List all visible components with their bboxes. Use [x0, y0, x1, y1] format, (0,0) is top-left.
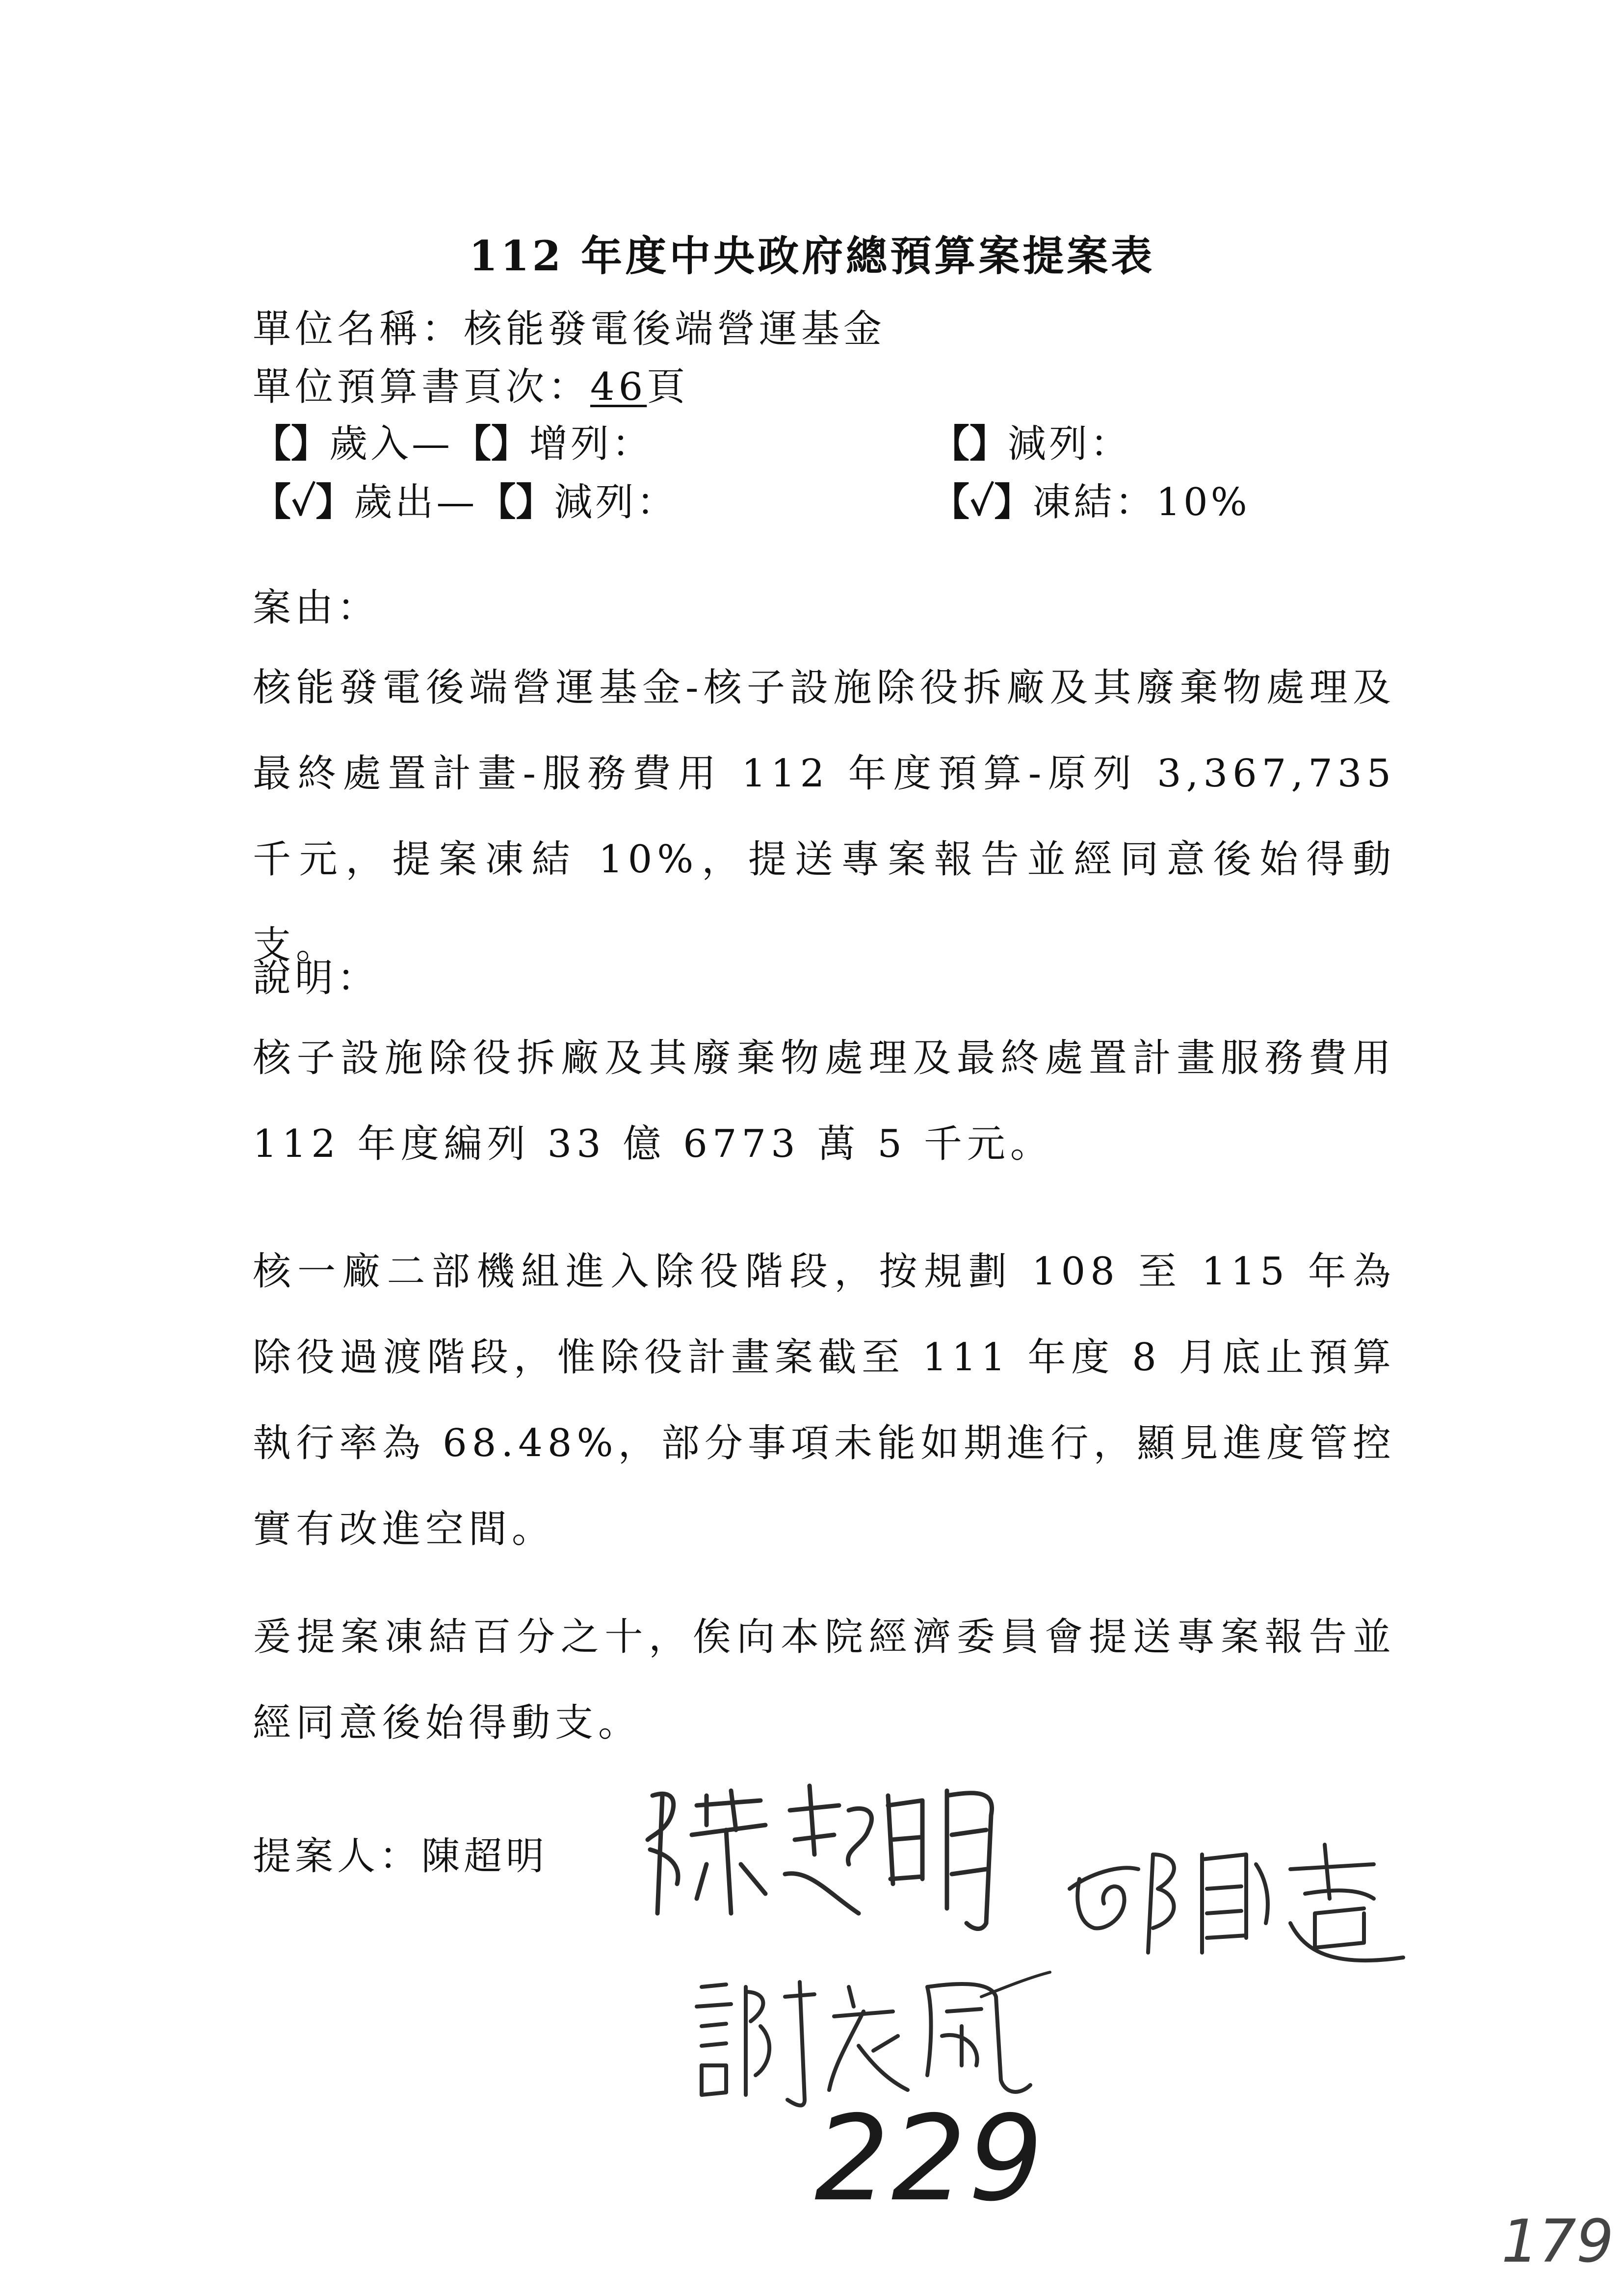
budget-page-line [253, 365, 689, 409]
expenditure-freeze-item [931, 480, 1250, 524]
signature-chen-chao-ming [633, 1766, 1035, 1943]
budget-page-number: 46 [590, 365, 647, 409]
expenditure-decrease-checkbox: 【】 [477, 480, 554, 524]
expenditure-item [253, 480, 678, 524]
expenditure-freeze-checkbox: 【✓】 [931, 480, 1033, 524]
expenditure-row [253, 480, 1479, 527]
explanation-paragraph-3: 爰提案凍結百分之十，俟向本院經濟委員會提送專案報告並經同意後始得動支。 [253, 1615, 1396, 1745]
expenditure-label: 歲出— [354, 480, 478, 524]
reason-text: 核能發電後端營運基金-核子設施除役拆廠及其廢棄物處理及最終處置計畫-服務費用 112 年度預算-原列 3,367,735 千元，提案凍結 10%，提送專案報告並經同意後始得動支。 [253, 666, 1396, 967]
revenue-checkbox: 【】 [253, 421, 330, 466]
revenue-row [253, 421, 1479, 469]
revenue-decrease-checkbox: 【】 [931, 421, 1008, 466]
document-title: 112 年度中央政府總預算案提案表 [469, 232, 1155, 280]
explanation-paragraph-1: 核子設施除役拆廠及其廢棄物處理及最終處置計畫服務費用 112 年度編列 33 億 6773 萬 5 千元。 [253, 1036, 1396, 1166]
corner-page-number: 179 [1501, 2208, 1614, 2276]
handwritten-page-number: 229 [814, 2090, 1046, 2227]
unit-name: 單位名稱：核能發電後端營運基金 [253, 307, 886, 351]
revenue-increase-label: 增列： [529, 422, 654, 466]
budget-page-label: 單位預算書頁次： [253, 365, 591, 409]
revenue-item [253, 421, 654, 466]
signature-chiu-chen-yuan [1060, 1825, 1413, 1972]
expenditure-decrease-label: 減列： [554, 480, 678, 524]
revenue-decrease-item [931, 421, 1132, 466]
budget-page-suffix: 頁 [647, 365, 689, 409]
reason-heading: 案由： [253, 586, 380, 630]
revenue-decrease-label: 減列： [1008, 422, 1132, 466]
revenue-increase-checkbox: 【】 [453, 421, 530, 466]
expenditure-checkbox: 【✓】 [253, 480, 354, 524]
explanation-heading: 說明： [253, 956, 380, 1000]
explanation-paragraph-2: 核一廠二部機組進入除役階段，按規劃 108 至 115 年為除役過渡階段，惟除役計畫案截至 111 年度 8 月底止預算執行率為 68.48%，部分事項未能如期進行，顯見進度管控實有改進空間。 [253, 1250, 1396, 1551]
expenditure-freeze-label: 凍結：10% [1032, 480, 1250, 524]
proposer-line: 提案人：陳超明 [253, 1834, 549, 1879]
revenue-label: 歲入— [329, 422, 453, 466]
